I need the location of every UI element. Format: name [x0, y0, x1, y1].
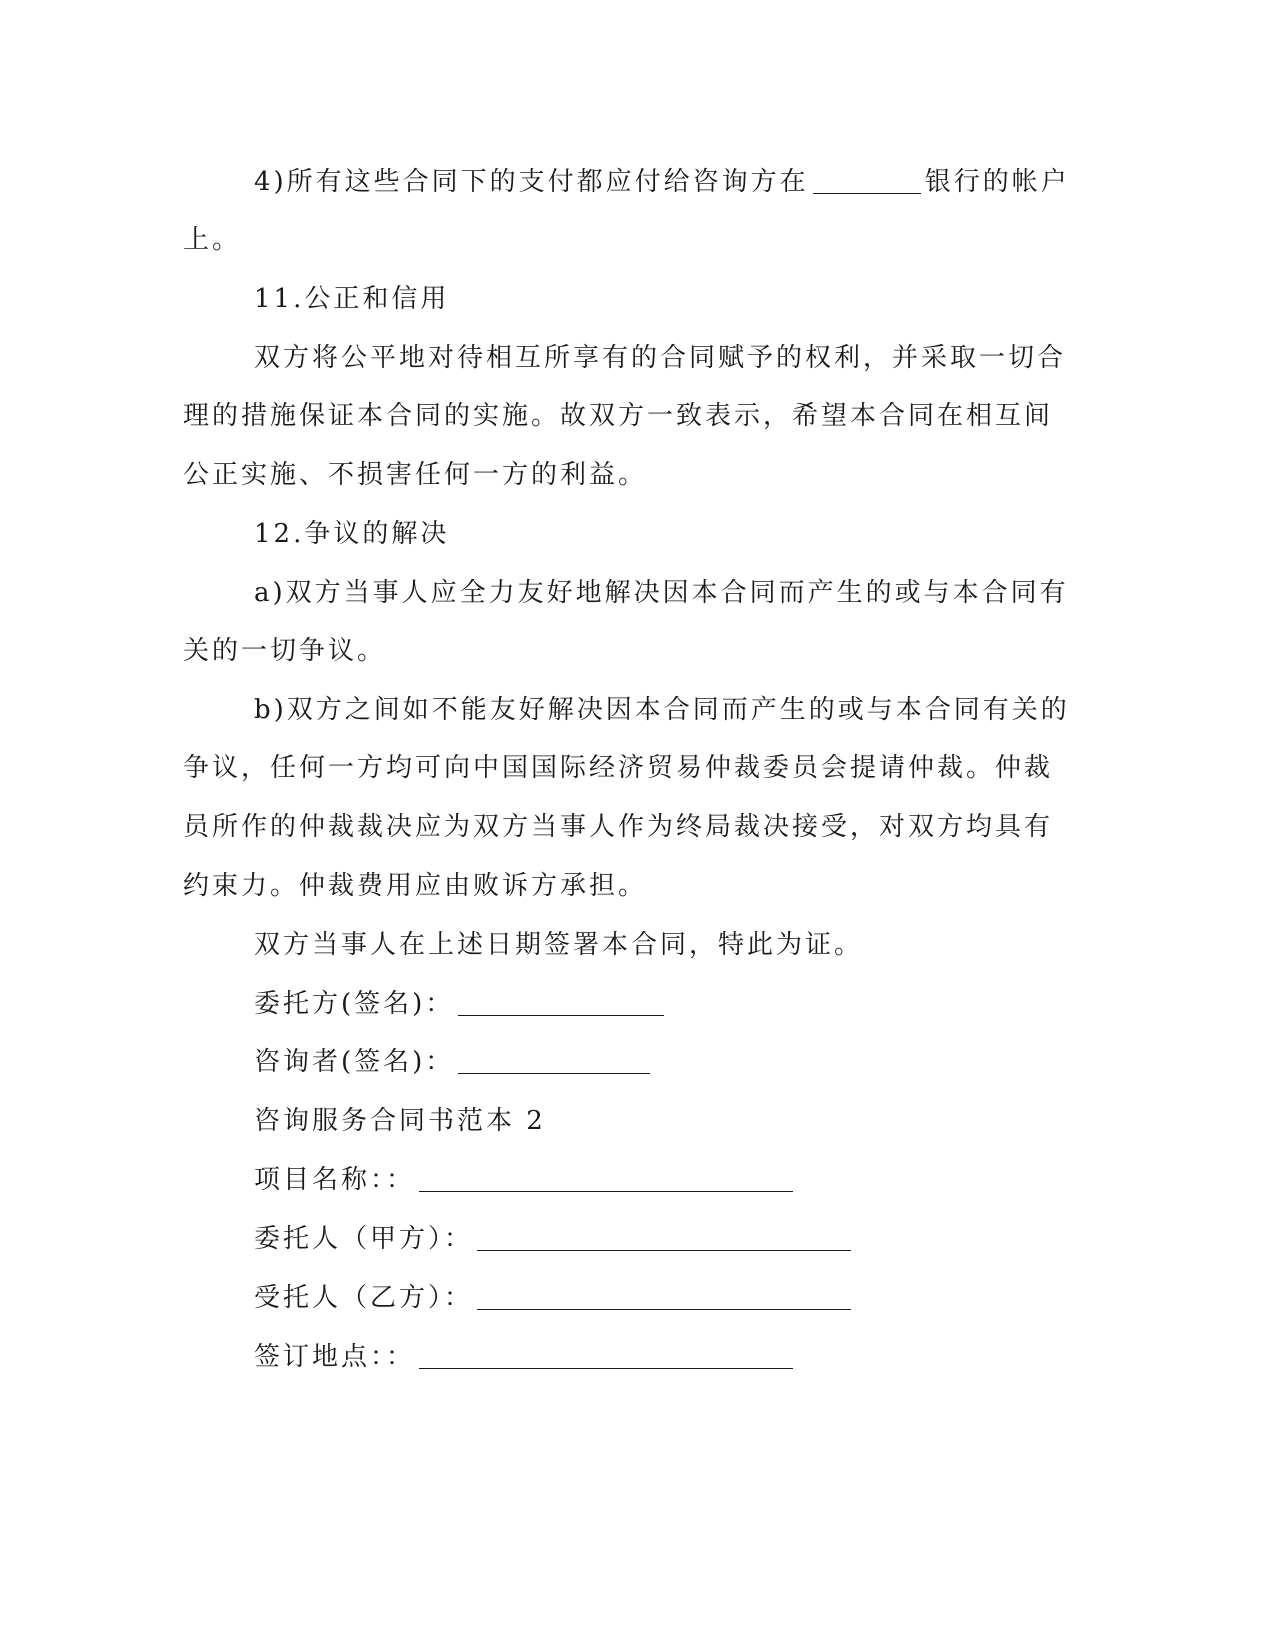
party-a-row — [254, 1222, 855, 1256]
fairness-paragraph-line: 双方将公平地对待相互所享有的合同赋予的权利，并采取一切合 — [254, 343, 1067, 373]
party-a-label: 委托人（甲方）： — [254, 1224, 474, 1254]
client-signature-blank[interactable] — [458, 989, 664, 1016]
dispute-clause-a-line: 关的一切争议。 — [183, 636, 387, 666]
payment-clause-text: 4)所有这些合同下的支付都应付给咨询方在 — [254, 167, 809, 197]
payment-clause-continuation: 上。 — [183, 225, 242, 255]
consultant-signature-label: 咨询者(签名)： — [254, 1047, 455, 1077]
project-name-blank[interactable] — [419, 1165, 793, 1192]
project-name-row — [254, 1163, 797, 1197]
party-b-label: 受托人（乙方）： — [254, 1283, 474, 1313]
consultant-signature-row — [254, 1045, 654, 1079]
client-signature-label: 委托方(签名)： — [254, 989, 455, 1019]
signing-place-row — [254, 1340, 797, 1374]
consultant-signature-blank[interactable] — [458, 1047, 650, 1074]
dispute-clause-b-line: 争议，任何一方均可向中国国际经济贸易仲裁委员会提请仲裁。仲裁 — [183, 753, 1054, 783]
party-b-row — [254, 1281, 855, 1315]
section-heading-fairness: 11.公正和信用 — [254, 284, 450, 314]
client-signature-row — [254, 987, 668, 1021]
payment-clause-text-end: 银行的帐户 — [924, 167, 1070, 197]
fairness-paragraph-line: 公正实施、不损害任何一方的利益。 — [183, 460, 648, 490]
signing-statement: 双方当事人在上述日期签署本合同，特此为证。 — [254, 930, 864, 960]
party-a-blank[interactable] — [477, 1224, 851, 1251]
signing-place-blank[interactable] — [419, 1342, 793, 1369]
party-b-blank[interactable] — [477, 1283, 851, 1310]
dispute-clause-a-line: a)双方当事人应全力友好地解决因本合同而产生的或与本合同有 — [254, 578, 1069, 608]
bank-name-blank[interactable] — [813, 167, 921, 194]
fairness-paragraph-line: 理的措施保证本合同的实施。故双方一致表示，希望本合同在相互间 — [183, 401, 1054, 431]
template-2-title: 咨询服务合同书范本 2 — [254, 1106, 546, 1136]
section-heading-disputes: 12.争议的解决 — [254, 519, 450, 549]
dispute-clause-b-line: 约束力。仲裁费用应由败诉方承担。 — [183, 871, 648, 901]
dispute-clause-b-line: 员所作的仲裁裁决应为双方当事人作为终局裁决接受，对双方均具有 — [183, 812, 1054, 842]
payment-clause — [254, 165, 1070, 199]
dispute-clause-b-line: b)双方之间如不能友好解决因本合同而产生的或与本合同有关的 — [254, 695, 1070, 725]
signing-place-label: 签订地点：： — [254, 1342, 416, 1372]
project-name-label: 项目名称：： — [254, 1165, 416, 1195]
